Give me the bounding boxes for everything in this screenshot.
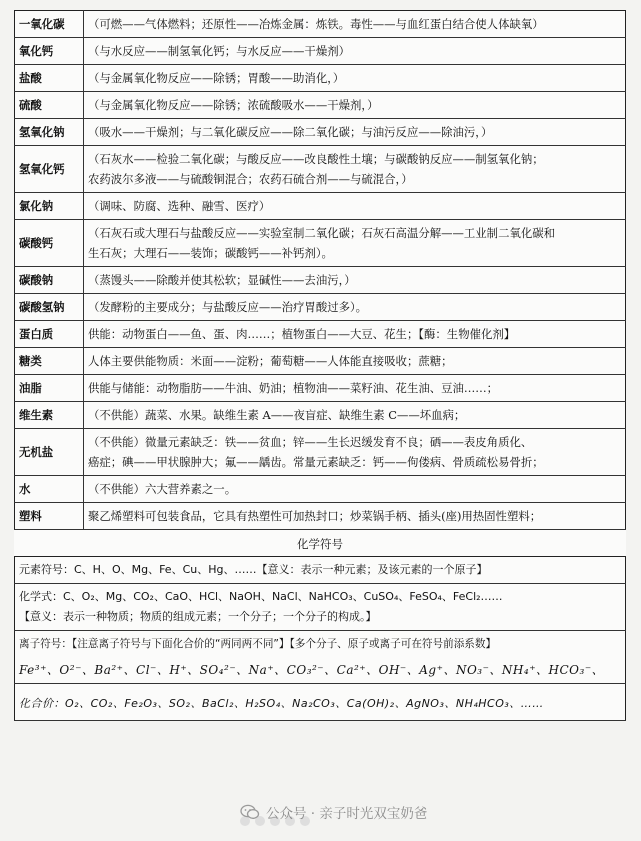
table-row [15, 557, 626, 584]
row-label: 氯化钠 [15, 193, 84, 220]
table-row [15, 220, 626, 267]
watermark-text: 公众号 · 亲子时光双宝奶爸 [266, 806, 428, 822]
table-row [15, 11, 626, 38]
row-label: 氢氧化钠 [15, 119, 84, 146]
table-row [15, 92, 626, 119]
table-row [15, 267, 626, 294]
ion-note: 离子符号：【注意离子符号与下面化合价的“两同两不同”】【多个分子、原子或离子可在符号前添系数】 [19, 638, 497, 650]
row-label: 氢氧化钙 [15, 146, 84, 193]
table-row [15, 65, 626, 92]
row-text: （不供能）蔬菜、水果。缺维生素 A——夜盲症、缺维生素 C——坏血病； [88, 408, 466, 422]
wechat-icon [240, 804, 260, 820]
row-label: 氧化钙 [15, 38, 84, 65]
row-text-continued: 农药波尔多液——与硫酸铜混合；农药石硫合剂——与硫混合，） [88, 172, 413, 186]
row-text: （与金属氧化物反应——除锈；浓硫酸吸水——干燥剂，） [88, 98, 379, 112]
table-row [15, 348, 626, 375]
table-row [15, 119, 626, 146]
row-label: 蛋白质 [15, 321, 84, 348]
row-text: （发酵粉的主要成分；与盐酸反应——治疗胃酸过多）。 [88, 300, 368, 314]
row-text: （与水反应——制氢氧化钙；与水反应——干燥剂） [88, 44, 350, 58]
row-label: 碳酸钠 [15, 267, 84, 294]
row-text: （石灰石或大理石与盐酸反应——实验室制二氧化碳；石灰石高温分解——工业制二氧化碳和 [88, 226, 556, 240]
row-text: （吸水——干燥剂；与二氧化碳反应——除二氧化碳；与油污反应——除油污，） [88, 125, 493, 139]
table-row [15, 684, 626, 721]
table-row [15, 38, 626, 65]
row-text: 供能与储能：动物脂肪——牛油、奶油；植物油——菜籽油、花生油、豆油……； [88, 381, 499, 395]
worksheet [14, 10, 626, 721]
table-row [15, 584, 626, 631]
formula-meaning: 【意义：表示一种物质；物质的组成元素；一个分子；一个分子的构成。】 [19, 610, 377, 623]
row-label: 无机盐 [15, 429, 84, 476]
row-text: （调味、防腐、选种、融雪、医疗） [88, 199, 271, 213]
row-label: 硫酸 [15, 92, 84, 119]
row-label: 维生素 [15, 402, 84, 429]
row-label: 水 [15, 476, 84, 503]
row-text: （石灰水——检验二氧化碳；与酸反应——改良酸性土壤；与碳酸钠反应——制氢氧化钠； [88, 152, 544, 166]
row-text: （蒸馒头——除酸并使其松软；显碱性——去油污，） [88, 273, 356, 287]
table-row [15, 193, 626, 220]
table-row [15, 402, 626, 429]
table-row [15, 375, 626, 402]
ion-symbols: Fe³⁺、O²⁻、Ba²⁺、Cl⁻、H⁺、SO₄²⁻、Na⁺、CO₃²⁻、Ca²⁺、OH⁻、Ag⁺、NO₃⁻、NH₄⁺、HCO₃⁻、 [19, 663, 605, 677]
row-label: 碳酸钙 [15, 220, 84, 267]
row-label: 一氧化碳 [15, 11, 84, 38]
row-text-continued: 生石灰；大理石——装饰；碳酸钙——补钙剂）。 [88, 246, 333, 260]
section-title: 化学符号 [297, 537, 343, 551]
element-symbol-row: 元素符号：C、H、O、Mg、Fe、Cu、Hg、……【意义：表示一种元素；及该元素的一个原子】 [15, 557, 626, 584]
row-text: 人体主要供能物质：米面——淀粉；葡萄糖——人体能直接吸收；蔗糖； [88, 354, 453, 368]
formula-line: 化学式：C、O₂、Mg、CO₂、CaO、HCl、NaOH、NaCl、NaHCO₃、CuSO₄、FeSO₄、FeCl₂…… [19, 590, 503, 603]
row-text: （不供能）六大营养素之一。 [88, 482, 237, 496]
table-row [15, 631, 626, 684]
row-label: 碳酸氢钠 [15, 294, 84, 321]
row-text: （与金属氧化物反应——除锈；胃酸——助消化，） [88, 71, 345, 85]
table-row [15, 503, 626, 530]
row-text: 聚乙烯塑料可包装食品，它具有热塑性可加热封口；炒菜锅手柄、插头(座)用热固性塑料； [88, 509, 542, 523]
row-text: （可燃——气体燃料；还原性——冶炼金属：炼铁。毒性——与血红蛋白结合使人体缺氧） [88, 17, 544, 31]
row-text: 供能：动物蛋白——鱼、蛋、肉……；植物蛋白——大豆、花生；【酶：生物催化剂】 [88, 327, 516, 341]
row-label: 油脂 [15, 375, 84, 402]
table-row [15, 476, 626, 503]
table-row [15, 429, 626, 476]
row-label: 塑料 [15, 503, 84, 530]
watermark [240, 802, 427, 822]
table-row [15, 294, 626, 321]
row-text-continued: 癌症；碘——甲状腺肿大；氟——龋齿。常量元素缺乏：钙——佝偻病、骨质疏松易骨折； [88, 455, 544, 469]
row-label: 盐酸 [15, 65, 84, 92]
valence-row: 化合价：O₂、CO₂、Fe₂O₃、SO₂、BaCl₂、H₂SO₄、Na₂CO₃、Ca(OH)₂、AgNO₃、NH₄HCO₃、…… [15, 684, 626, 721]
chemical-symbols-table [14, 556, 626, 721]
row-label: 糖类 [15, 348, 84, 375]
substance-usage-table [14, 10, 626, 530]
table-row [15, 321, 626, 348]
table-row [15, 146, 626, 193]
row-text: （不供能）微量元素缺乏：铁——贫血；锌——生长迟缓发育不良；硒——表皮角质化、 [88, 435, 533, 449]
